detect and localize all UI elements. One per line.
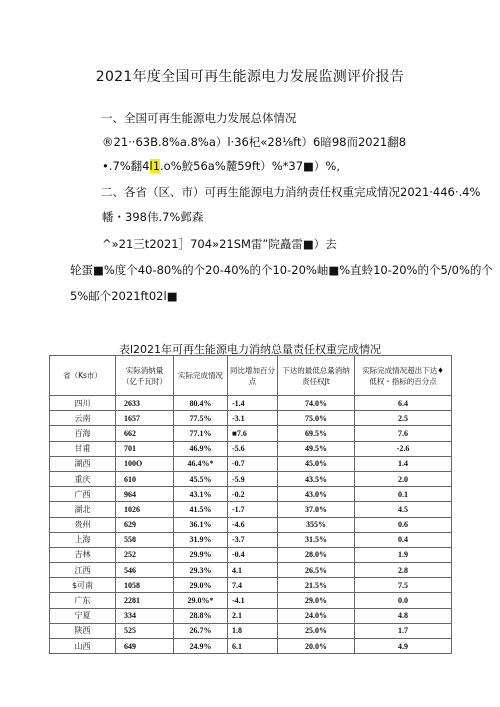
table-cell: 334 [116, 608, 174, 623]
table-cell: 2633 [116, 396, 174, 411]
column-header-actual-completion: 实际完成情况 [174, 356, 228, 396]
table-row [50, 487, 452, 502]
table-cell: -0.2 [228, 487, 278, 502]
table-cell: -0.7 [228, 456, 278, 471]
table-row [50, 426, 452, 441]
section-heading-1: 一、全国可再生能源电力发展总体情况 [101, 111, 297, 125]
table-cell: 75.0% [278, 411, 355, 426]
report-title: 2021年度全国可再生能源电力发展监测评价报告 [95, 69, 405, 85]
table-cell: 24.0% [278, 608, 355, 623]
table-cell: 29.0%* [174, 593, 228, 608]
table-row [50, 471, 452, 486]
table-row [50, 456, 452, 471]
table-cell-province: 云南 [50, 411, 116, 426]
table-cell: -5.6 [228, 441, 278, 456]
table-cell-province: 湖北 [50, 502, 116, 517]
table-cell: 80.4% [174, 396, 228, 411]
consumption-weight-table [49, 355, 452, 654]
table-cell: 4.9 [355, 639, 452, 654]
table-row [50, 547, 452, 562]
table-row [50, 623, 452, 638]
table-cell: 29.0% [278, 593, 355, 608]
table-row [50, 532, 452, 547]
table-cell: 20.0% [278, 639, 355, 654]
table-cell: 964 [116, 487, 174, 502]
table-cell: 546 [116, 563, 174, 578]
table-cell: -1.7 [228, 502, 278, 517]
table-cell: 0.1 [355, 487, 452, 502]
table-cell: 28.8% [174, 608, 228, 623]
paragraph-1-line-2-end: .o%鮫56a%麓59ft）%*37■）%, [160, 159, 340, 173]
table-cell: 2.5 [355, 411, 452, 426]
table-cell: 4.8 [355, 608, 452, 623]
table-cell: 29.3% [174, 563, 228, 578]
section-heading-2: 二、各省（区、市）可再生能源电力消纳责任权重完成情况2021·446·.4% [101, 185, 481, 199]
table-cell: 4.5 [355, 502, 452, 517]
table-row [50, 502, 452, 517]
table-row [50, 396, 452, 411]
table-row [50, 578, 452, 593]
table-cell: 77.5% [174, 411, 228, 426]
table-cell: ■7.6 [228, 426, 278, 441]
table-cell: 7.5 [355, 578, 452, 593]
table-cell: 29.0% [174, 578, 228, 593]
table-cell-province: 上海 [50, 532, 116, 547]
table-cell: -2.6 [355, 441, 452, 456]
table-cell-province: 湖西 [50, 456, 116, 471]
table-cell: -5.9 [228, 471, 278, 486]
table-header-row [50, 356, 452, 396]
table-cell: 558 [116, 532, 174, 547]
paragraph-2-line-2: ^»21三t2021］704»21SM雷”院矗雷■）去 [102, 237, 337, 251]
table-cell: 43.0% [278, 487, 355, 502]
table-cell: 31.5% [278, 532, 355, 547]
table-cell: -3.7 [228, 532, 278, 547]
table-cell: 43.1% [174, 487, 228, 502]
table-cell: 1.8 [228, 623, 278, 638]
table-cell: -0.4 [228, 547, 278, 562]
table-cell: 43.5% [278, 471, 355, 486]
table-cell-province: 甘甫 [50, 441, 116, 456]
table-cell: 41.5% [174, 502, 228, 517]
table-cell: 26.5% [278, 563, 355, 578]
table-cell-province: $可南 [50, 578, 116, 593]
table-cell: 649 [116, 639, 174, 654]
table-cell: -1.4 [228, 396, 278, 411]
table-row [50, 563, 452, 578]
table-cell: 21.5% [278, 578, 355, 593]
table-cell: 28.0% [278, 547, 355, 562]
table-cell: 2.8 [355, 563, 452, 578]
table-cell: 2.1 [228, 608, 278, 623]
table-cell: 610 [116, 471, 174, 486]
table-cell: 45.0% [278, 456, 355, 471]
table-cell: 4.1 [228, 563, 278, 578]
table-cell: 49.5% [278, 441, 355, 456]
table-cell: 6.4 [355, 396, 452, 411]
table-cell: 1026 [116, 502, 174, 517]
table-cell: 252 [116, 547, 174, 562]
table-cell-province: 广西 [50, 487, 116, 502]
column-header-province: 省（Ks市） [50, 356, 116, 396]
table-cell: 662 [116, 426, 174, 441]
table-cell-province: 百海 [50, 426, 116, 441]
table-cell-province: 广东 [50, 593, 116, 608]
table-cell: 25.0% [278, 623, 355, 638]
table-cell: 26.7% [174, 623, 228, 638]
table-cell: 0.4 [355, 532, 452, 547]
table-cell-province: 吉林 [50, 547, 116, 562]
table-row [50, 517, 452, 532]
column-header-yoy-change: 同比增加百分 点 [228, 356, 278, 396]
table-cell: 1058 [116, 578, 174, 593]
table-cell: 1657 [116, 411, 174, 426]
column-header-excess-points: 实际完成情况超出下达♦ 低权・指标的百分点 [355, 356, 452, 396]
table-cell: 1.7 [355, 623, 452, 638]
paragraph-1-line-1: ®21··63B.8%a.8%a）l·36杞«28⅛ft）6暗98而2021翻8 [102, 135, 407, 149]
table-cell: 0.0 [355, 593, 452, 608]
table-row [50, 411, 452, 426]
paragraph-1-line-2-start: •.7%翻4 [102, 159, 150, 173]
table-cell-province: 宁夏 [50, 608, 116, 623]
table-cell: 31.9% [174, 532, 228, 547]
table-cell-province: 四川 [50, 396, 116, 411]
table-cell: 2.0 [355, 471, 452, 486]
table-cell: 36.1% [174, 517, 228, 532]
table-cell: 7.4 [228, 578, 278, 593]
table-cell: 701 [116, 441, 174, 456]
table-cell: 7.6 [355, 426, 452, 441]
table-cell: 46.4%* [174, 456, 228, 471]
highlighted-text: l1 [149, 159, 161, 173]
column-header-minimum-weight: 下达的最低总量消纳 责任权Jt [278, 356, 355, 396]
table-row [50, 593, 452, 608]
table-cell: 100O [116, 456, 174, 471]
table-cell: 1.4 [355, 456, 452, 471]
table-cell: 2281 [116, 593, 174, 608]
paragraph-2-line-4: 5%邮个2021ft02l■ [70, 289, 178, 303]
table-cell-province: 陕西 [50, 623, 116, 638]
table-cell-province: 山西 [50, 639, 116, 654]
paragraph-2-line-1: 幡・398伟.7%邺森 [102, 210, 204, 224]
table-cell-province: 重庆 [50, 471, 116, 486]
table-cell: 69.5% [278, 426, 355, 441]
table-cell: 6.1 [228, 639, 278, 654]
table-cell: -4.6 [228, 517, 278, 532]
table-cell: 629 [116, 517, 174, 532]
table-cell: 37.0% [278, 502, 355, 517]
table-cell: -3.1 [228, 411, 278, 426]
table-cell: 1.9 [355, 547, 452, 562]
table-caption: 表l2021年可再生能源电力消纳总量责任权重完成情况 [118, 343, 382, 356]
table-cell: 46.9% [174, 441, 228, 456]
table-cell: 74.0% [278, 396, 355, 411]
paragraph-1-line-2 [102, 158, 340, 174]
paragraph-2-line-3: 轮蛋■%度个40-80%的个20-40%的个10-20%岫■%直蛉10-20%的个5/0%的个 [70, 263, 493, 277]
table-row [50, 441, 452, 456]
table-cell: 77.1% [174, 426, 228, 441]
table-cell-province: 江西 [50, 563, 116, 578]
table-cell: 525 [116, 623, 174, 638]
column-header-actual-consumption: 实际消纳量 （亿千瓦时） [116, 356, 174, 396]
table-cell: 29.9% [174, 547, 228, 562]
table-cell: -4.1 [228, 593, 278, 608]
table-row [50, 608, 452, 623]
table-cell: 45.5% [174, 471, 228, 486]
table-cell-province: 贵州 [50, 517, 116, 532]
table-row [50, 639, 452, 654]
table-cell: 355% [278, 517, 355, 532]
table-cell: 0.6 [355, 517, 452, 532]
table-cell: 24.9% [174, 639, 228, 654]
